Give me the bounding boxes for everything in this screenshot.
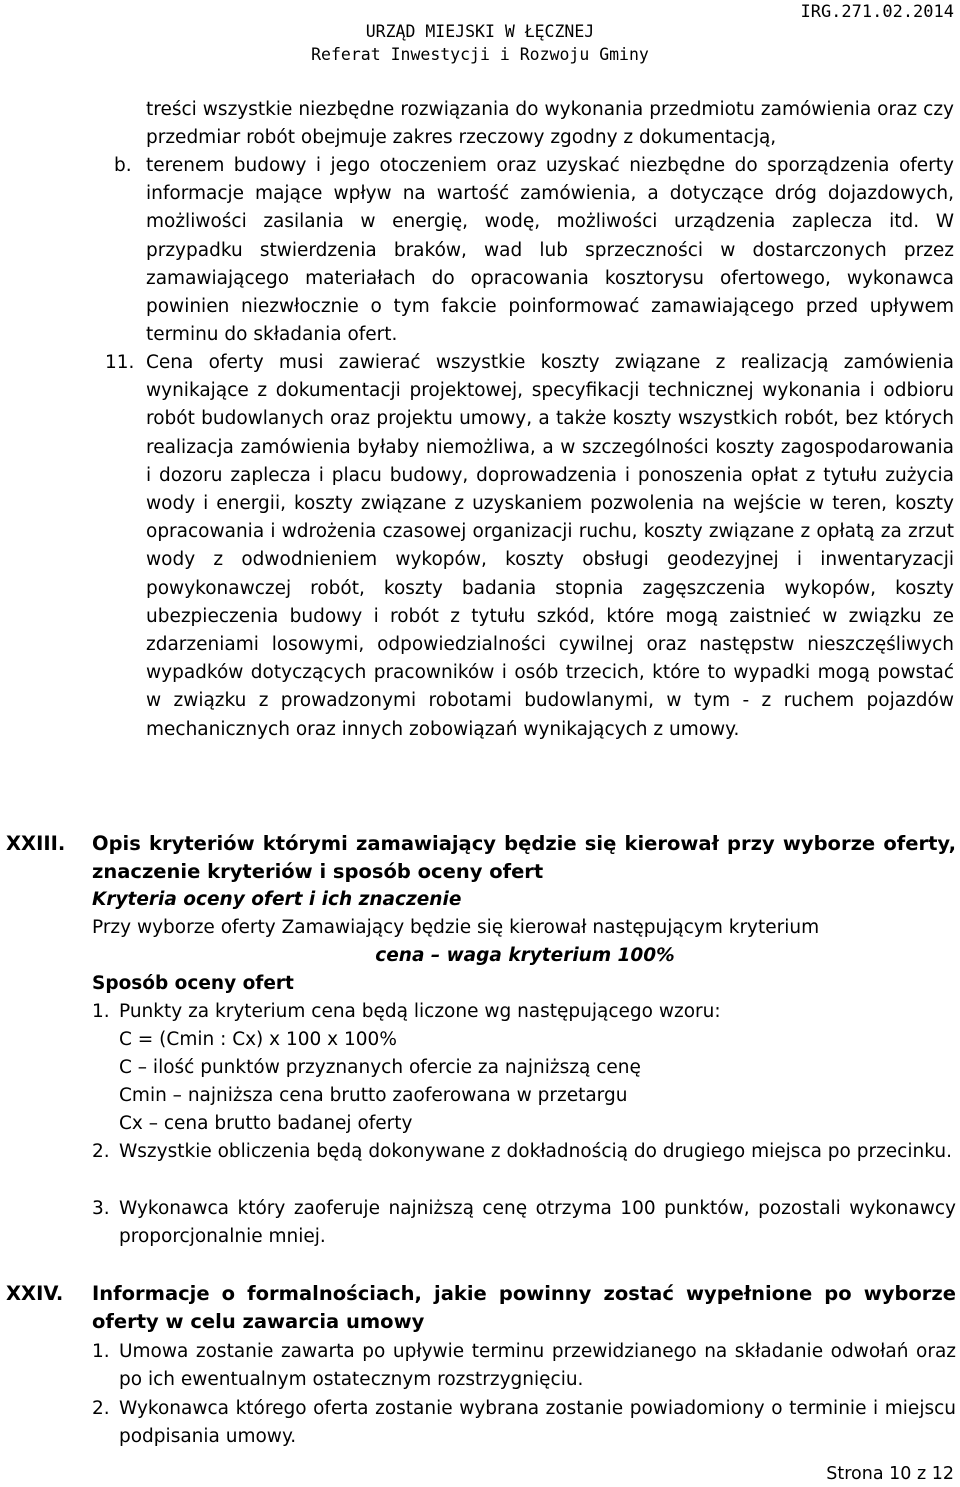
list-text: Punkty za kryterium cena będą liczone wg następującego wzoru: <box>119 1001 721 1022</box>
list-number: 2. <box>92 1141 110 1162</box>
item-label-b: b. <box>114 155 132 176</box>
section-number-xxiv: XXIV. <box>6 1282 64 1305</box>
page-number: Strona 10 z 12 <box>826 1464 954 1484</box>
list-number: 3. <box>92 1198 110 1219</box>
paragraph-b: terenem budowy i jego otoczeniem oraz uzyskać niezbędne do sporządzenia oferty informacje mające wpływ na wartość zamówienia, a dotyczące dróg dojazdowych, możliwości zasilania w energię, wodę, możliwości urządzenia zaplecza itd. W przypadku stwierdzenia braków, wad lub sprzeczności w dostarczonych przez zamawiającego materiałach do opracowania kosztorysu ofertowego, wykonawca powinien niezwłocznie o tym fakcie poinformować zamawiającego przed upływem terminu do składania ofert. <box>146 155 954 346</box>
list-number: 1. <box>92 1001 110 1022</box>
list-text: Wszystkie obliczenia będą dokonywane z dokładnością do drugiego miejsca po przecinku. <box>119 1141 952 1162</box>
document-reference: IRG.271.02.2014 <box>800 2 954 22</box>
list-text: Wykonawca którego oferta zostanie wybrana zostanie powiadomiony o terminie i miejscu podpisania umowy. <box>119 1398 956 1447</box>
section-title-xxiv: Informacje o formalnościach, jakie powinny zostać wypełnione po wyborze oferty w celu zawarcia umowy <box>92 1282 956 1333</box>
section-number-xxiii: XXIII. <box>6 832 66 855</box>
formula-legend-cmin: Cmin – najniższa cena brutto zaoferowana w przetargu <box>119 1085 628 1106</box>
formula-legend-c: C – ilość punktów przyznanych ofercie za najniższą cenę <box>119 1057 641 1078</box>
formula: C = (Cmin : Cx) x 100 x 100% <box>119 1029 397 1050</box>
item-label-11: 11. <box>105 352 135 373</box>
office-name: URZĄD MIEJSKI W ŁĘCZNEJ <box>365 22 595 41</box>
department-name: Referat Inwestycji i Rozwoju Gminy <box>311 45 649 64</box>
list-number: 1. <box>92 1341 110 1362</box>
criterion-line: cena – waga kryterium 100% <box>375 945 675 966</box>
formula-legend-cx: Cx – cena brutto badanej oferty <box>119 1113 413 1134</box>
criteria-intro: Przy wyborze oferty Zamawiający będzie się kierował następującym kryterium <box>92 917 820 938</box>
paragraph-continuation: treści wszystkie niezbędne rozwiązania do wykonania przedmiotu zamówienia oraz czy przedmiar robót obejmuje zakres rzeczowy zgodny z dokumentacją, <box>146 99 954 149</box>
criteria-subtitle: Kryteria oceny ofert i ich znaczenie <box>92 889 462 910</box>
list-text: Wykonawca który zaoferuje najniższą cenę otrzyma 100 punktów, pozostali wykonawcy proporcjonalnie mniej. <box>119 1198 956 1247</box>
list-number: 2. <box>92 1398 110 1419</box>
paragraph-11: Cena oferty musi zawierać wszystkie koszty związane z realizacją zamówienia wynikające z dokumentacji projektowej, specyfikacji technicznej wykonania i odbioru robót budowlanych oraz projektu umowy, a także koszty wszystkich robót, bez których realizacja zamówienia byłaby niemożliwa, a w szczególności koszty zagospodarowania i dozoru zaplecza i placu budowy, doprowadzenia i ponoszenia opłat z tytułu zużycia wody i energii, koszty związane z uzyskaniem pozwolenia na wejście w teren, koszty opracowania i wdrożenia czasowej organizacji ruchu, koszty związane z opłatą za zrzut wody z odwodnieniem wykopów, koszty obsługi geodezyjnej i inwentaryzacji powykonawczej robót, koszty badania stopnia zagęszczenia wykopów, koszty ubezpieczenia budowy i robót z tytułu szkód, które mogą zaistnieć w związku ze zdarzeniami losowymi, odpowiedzialności cywilnej oraz następstw nieszczęśliwych wypadków dotyczących pracowników i osób trzecich, które to wypadki mogą powstać w związku z prowadzonymi robotami budowlanymi, w tym - z ruchem pojazdów mechanicznych oraz innych zobowiązań wynikających z umowy. <box>146 352 954 740</box>
page-header <box>0 0 960 70</box>
list-text: Umowa zostanie zawarta po upływie terminu przewidzianego na składanie odwołań oraz po ich ewentualnym ostatecznym rozstrzygnięciu. <box>119 1341 956 1390</box>
method-heading: Sposób oceny ofert <box>92 973 294 994</box>
section-title-xxiii: Opis kryteriów którymi zamawiający będzie się kierował przy wyborze oferty, znaczenie kryteriów i sposób oceny ofert <box>92 832 956 883</box>
